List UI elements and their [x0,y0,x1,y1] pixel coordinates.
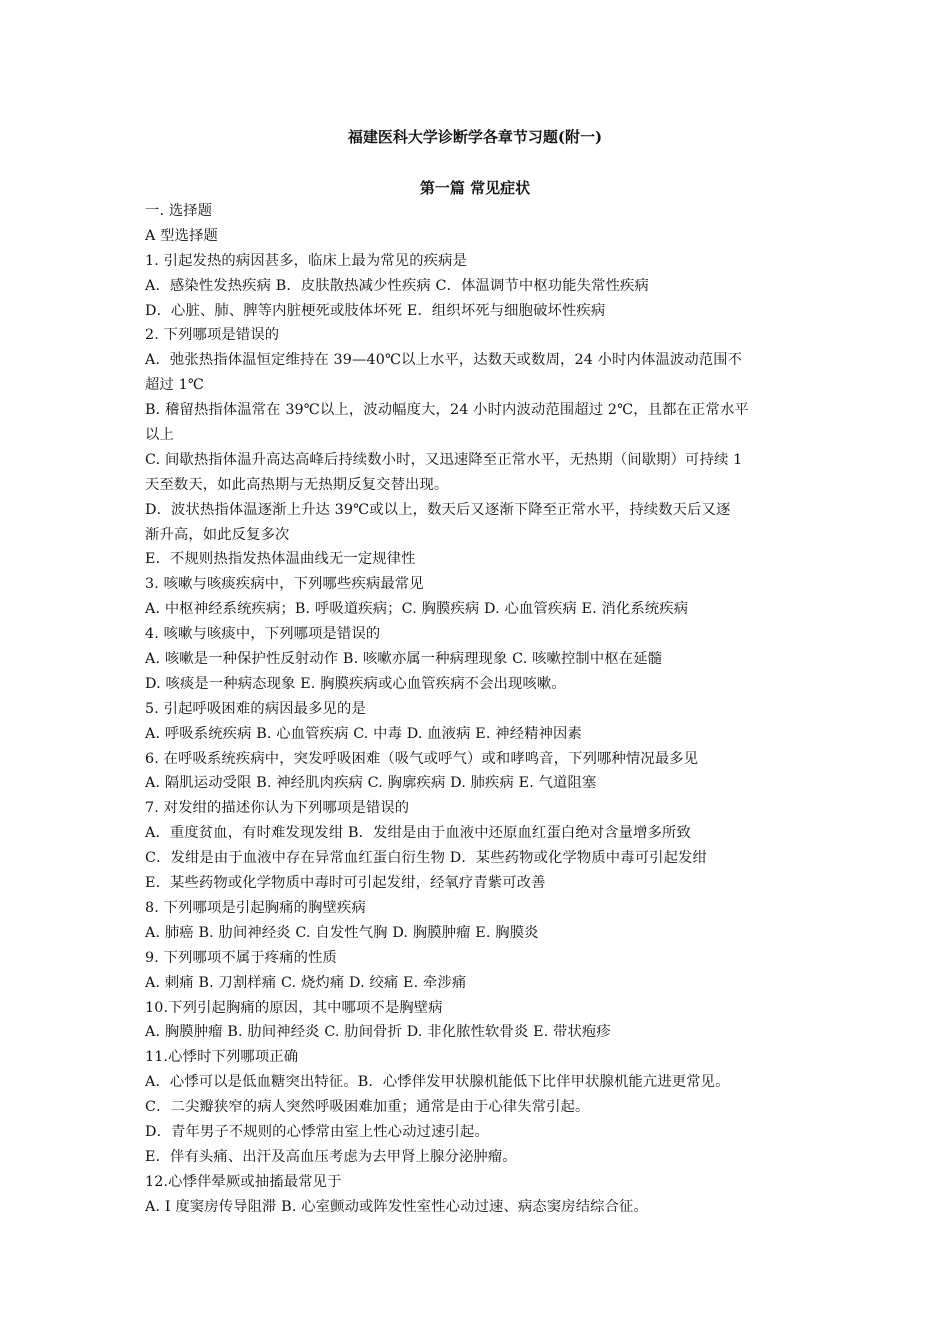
text-line: 超过 1℃ [145,377,204,394]
text-line: E．伴有头痛、出汗及高血压考虑为去甲肾上腺分泌肿瘤。 [145,1148,517,1165]
text-line: 天至数天，如此高热期与无热期反复交替出现。 [145,476,449,493]
document-title: 福建医科大学诊断学各章节习题(附一) [347,128,603,146]
text-line: A. I 度窦房传导阻滞 B. 心室颤动或阵发性室性心动过速、病态窦房结综合征。 [145,1198,648,1215]
text-line: A．感染性发热疾病 B．皮肤散热减少性疾病 C．体温调节中枢功能失常性疾病 [145,277,649,294]
text-line: A. 隔肌运动受限 B. 神经肌肉疾病 C. 胸廓疾病 D. 肺疾病 E. 气道阻塞 [145,775,597,792]
text-line: A．弛张热指体温恒定维持在 39—40℃以上水平，达数天或数周，24 小时内体温波动范围不 [145,352,743,369]
text-line: 一. 选择题 [145,203,213,219]
text-line: 12.心悸伴晕厥或抽搐最常见于 [145,1173,342,1190]
text-line: 11.心悸时下列哪项正确 [145,1049,299,1066]
text-line: D. 咳痰是一种病态现象 E. 胸膜疾病或心血管疾病不会出现咳嗽。 [145,675,566,692]
text-line: 8. 下列哪项是引起胸痛的胸壁疾病 [145,899,366,916]
text-line: A. 胸膜肿瘤 B. 肋间神经炎 C. 肋间骨折 D. 非化脓性软骨炎 E. 带状疱疹 [145,1024,611,1041]
text-line: 渐升高，如此反复多次 [145,526,290,543]
document-body [145,199,810,1220]
text-line: 7. 对发绀的描述你认为下列哪项是错误的 [145,800,410,817]
text-line: A. 刺痛 B. 刀割样痛 C. 烧灼痛 D. 绞痛 E. 牵涉痛 [145,974,467,991]
text-line: A．心悸可以是低血糖突出特征。B．心悸伴发甲状腺机能低下比伴甲状腺机能亢进更常见。 [145,1074,730,1091]
text-line: A 型选择题 [145,227,218,244]
section-title: 第一篇 常见症状 [419,179,531,197]
text-line: B. 稽留热指体温常在 39℃以上，波动幅度大，24 小时内波动范围超过 2℃，且都在正常水平 [145,402,749,419]
text-line: 4. 咳嗽与咳痰中，下列哪项是错误的 [145,626,381,643]
text-line: A. 肺癌 B. 肋间神经炎 C. 自发性气胸 D. 胸膜肿瘤 E. 胸膜炎 [145,924,539,941]
text-line: 5. 引起呼吸困难的病因最多见的是 [145,700,366,717]
text-line: A. 咳嗽是一种保护性反射动作 B. 咳嗽亦属一种病理现象 C. 咳嗽控制中枢在延髓 [145,651,663,668]
text-line: 3. 咳嗽与咳痰疾病中，下列哪些疾病最常见 [145,576,424,593]
text-line: A. 呼吸系统疾病 B. 心血管疾病 C. 中毒 D. 血液病 E. 神经精神因素 [145,725,582,742]
text-line: 以上 [145,427,174,444]
text-line: E．某些药物或化学物质中毒时可引起发绀，经氧疗青紫可改善 [145,875,546,892]
text-line: E．不规则热指发热体温曲线无一定规律性 [145,551,416,568]
text-line: D．青年男子不规则的心悸常由室上性心动过速引起。 [145,1123,489,1140]
text-line: C．发绀是由于血液中存在异常血红蛋白衍生物 D．某些药物或化学物质中毒可引起发绀 [145,850,707,867]
text-line: D．心脏、肺、脾等内脏梗死或肢体坏死 E．组织坏死与细胞破坏性疾病 [145,302,606,319]
text-line: C．二尖瓣狭窄的病人突然呼吸困难加重；通常是由于心律失常引起。 [145,1099,590,1116]
text-line: D．波状热指体温逐渐上升达 39℃或以上，数天后又逐渐下降至正常水平，持续数天后又逐 [145,501,731,518]
text-line: 2. 下列哪项是错误的 [145,327,280,344]
text-line: 9. 下列哪项不属于疼痛的性质 [145,949,337,966]
text-line: 1. 引起发热的病因甚多，临床上最为常见的疾病是 [145,252,468,269]
text-line: 6. 在呼吸系统疾病中，突发呼吸困难（吸气或呼气）或和哮鸣音，下列哪种情况最多见 [145,750,699,767]
text-line: 10.下列引起胸痛的原因，其中哪项不是胸壁病 [145,999,443,1016]
text-line: C. 间歇热指体温升高达高峰后持续数小时，又迅速降至正常水平，无热期（间歇期）可持续 1 [145,451,743,468]
text-line: A. 中枢神经系统疾病；B. 呼吸道疾病；C. 胸膜疾病 D. 心血管疾病 E. 消化系统疾病 [145,601,689,618]
text-line: A．重度贫血，有时难发现发绀 B．发绀是由于血液中还原血红蛋白绝对含量增多所致 [145,825,691,842]
